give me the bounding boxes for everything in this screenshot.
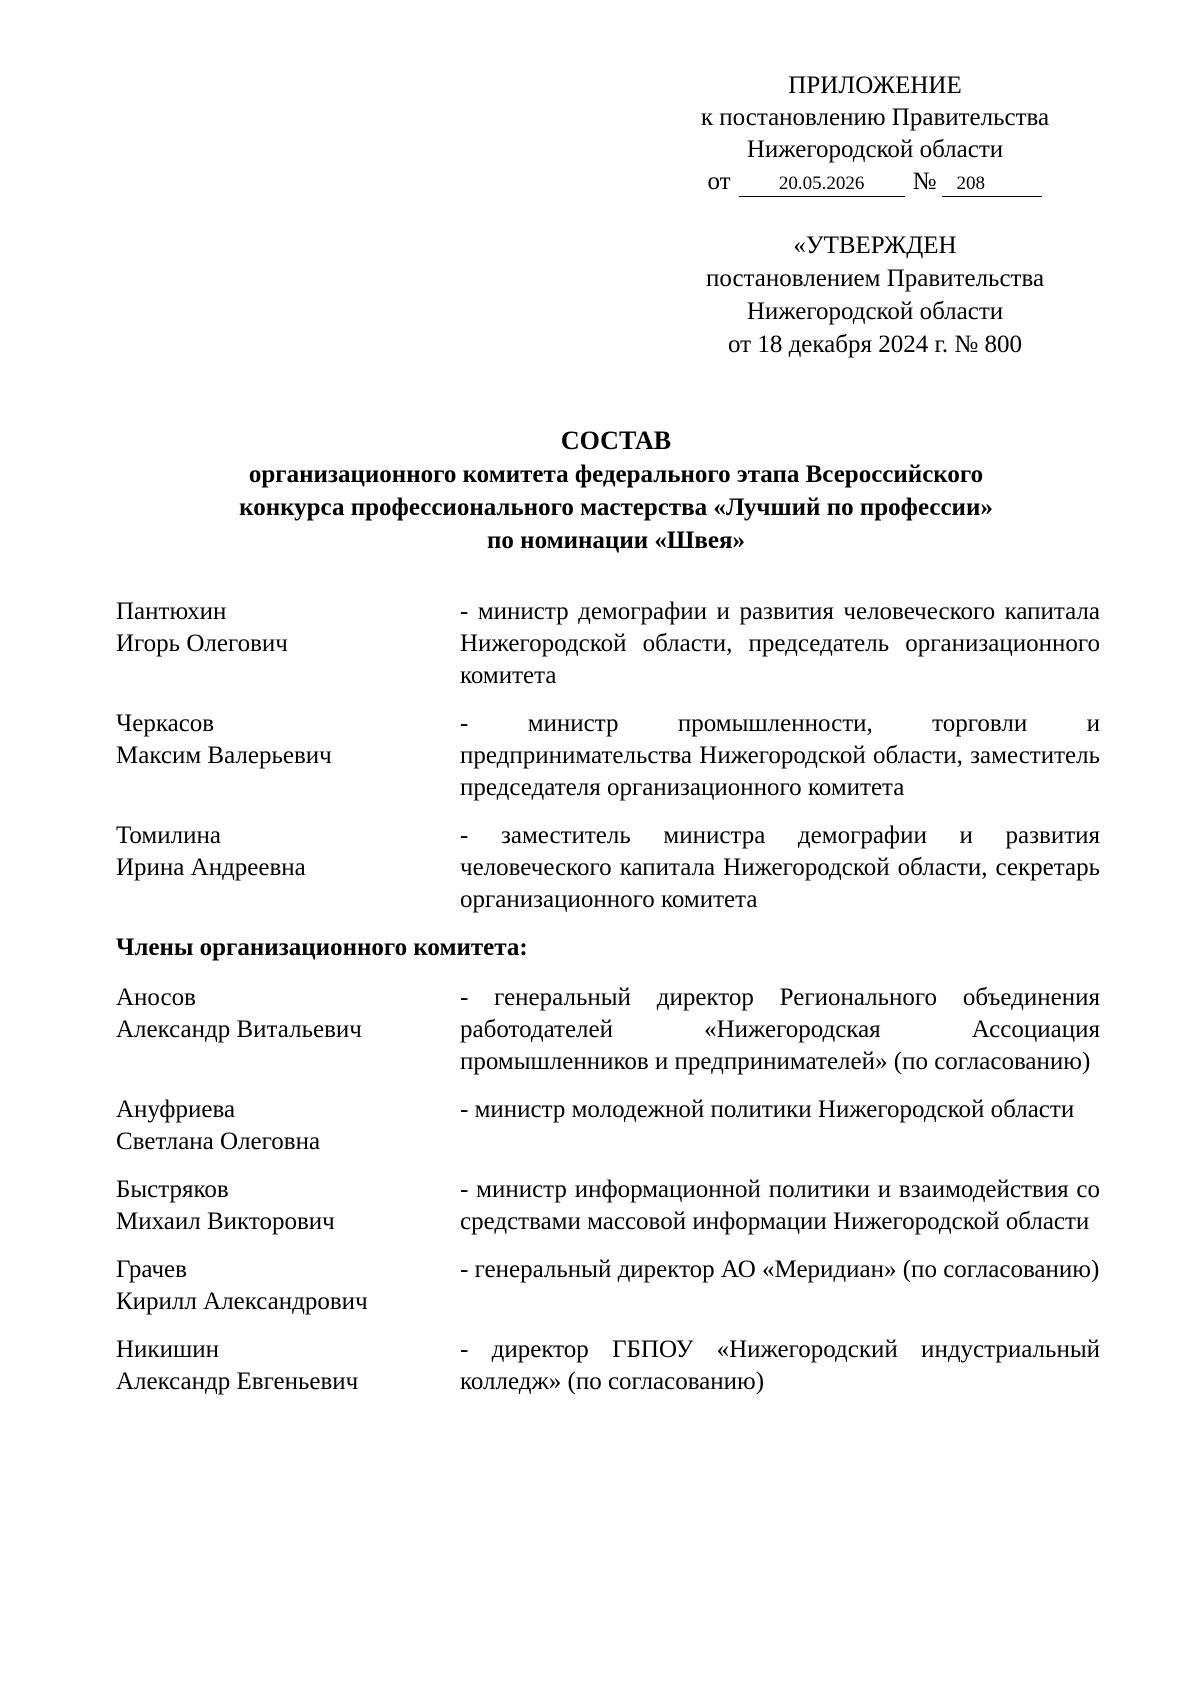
member-name: [116, 982, 460, 1078]
document-title: [116, 425, 1116, 558]
member-name: [116, 1174, 460, 1238]
member-surname: Быстряков: [116, 1176, 229, 1203]
appendix-header: [660, 70, 1090, 200]
member-name: [116, 1254, 460, 1318]
appendix-reference: [660, 166, 1090, 200]
member-given-name: Александр Витальевич: [116, 1016, 362, 1043]
member-given-name: Ирина Андреевна: [116, 854, 306, 881]
from-label: от: [707, 168, 731, 195]
member-role: - министр молодежной политики Нижегородской области: [460, 1096, 1075, 1123]
appendix-line-1: к постановлению Правительства: [700, 104, 1050, 131]
title-main: СОСТАВ: [560, 426, 672, 455]
decree-number: 208: [942, 172, 1042, 197]
approved-line-2: постановлением Правительства: [705, 265, 1045, 292]
member-role: - министр информационной политики и взаимодействия со средствами массовой информации Нижегородской области: [460, 1176, 1100, 1235]
title-line-2: конкурса профессионального мастерства «Лучший по профессии»: [239, 494, 993, 521]
member-surname: Ануфриева: [116, 1096, 236, 1123]
member-role: - министр промышленности, торговли и предпринимательства Нижегородской области, заместитель председателя организационного комитета: [460, 710, 1100, 801]
roster-row-member: [116, 982, 1100, 1078]
member-surname: Черкасов: [116, 710, 215, 737]
member-surname: Томилина: [116, 822, 221, 849]
approved-line-3: Нижегородской области: [746, 298, 1004, 325]
decree-date: 20.05.2026: [739, 172, 905, 197]
member-given-name: Михаил Викторович: [116, 1208, 335, 1235]
roster-row-chairman: [116, 596, 1100, 692]
member-role: - министр демографии и развития человеческого капитала Нижегородской области, председатель организационного комитета: [460, 598, 1100, 689]
approved-line-1: «УТВЕРЖДЕН: [793, 232, 957, 259]
members-heading: Члены организационного комитета:: [116, 934, 528, 961]
approved-block: [660, 230, 1090, 362]
roster-row-member: [116, 1094, 1100, 1158]
member-given-name: Кирилл Александрович: [116, 1288, 368, 1315]
title-line-3: по номинации «Швея»: [487, 527, 745, 554]
member-surname: Никишин: [116, 1336, 219, 1363]
member-role: - генеральный директор АО «Меридиан» (по согласованию): [460, 1256, 1100, 1283]
appendix-title: ПРИЛОЖЕНИЕ: [788, 72, 962, 99]
member-surname: Грачев: [116, 1256, 187, 1283]
member-given-name: Максим Валерьевич: [116, 742, 332, 769]
member-name: [116, 1094, 460, 1158]
roster-row-member: [116, 1254, 1100, 1318]
member-surname: Пантюхин: [116, 598, 227, 625]
member-name: [116, 1334, 460, 1398]
roster-row-secretary: [116, 820, 1100, 916]
number-label: №: [912, 168, 937, 195]
roster-row-deputy: [116, 708, 1100, 804]
appendix-line-2: Нижегородской области: [746, 136, 1004, 163]
member-surname: Аносов: [116, 984, 196, 1011]
member-name: [116, 708, 460, 804]
approved-line-4: от 18 декабря 2024 г. № 800: [727, 331, 1023, 358]
member-role: - директор ГБПОУ «Нижегородский индустриальный колледж» (по согласованию): [460, 1336, 1100, 1395]
committee-roster: [116, 596, 1100, 1414]
member-role: - генеральный директор Регионального объединения работодателей «Нижегородская Ассоциация промышленников и предпринимателей» (по согласованию): [460, 984, 1100, 1075]
roster-row-member: [116, 1174, 1100, 1238]
title-line-1: организационного комитета федерального этапа Всероссийского: [248, 461, 984, 488]
member-given-name: Александр Евгеньевич: [116, 1368, 359, 1395]
member-given-name: Игорь Олегович: [116, 630, 288, 657]
member-name: [116, 820, 460, 916]
roster-row-member: [116, 1334, 1100, 1398]
member-given-name: Светлана Олеговна: [116, 1128, 321, 1155]
member-role: - заместитель министра демографии и развития человеческого капитала Нижегородской области, секретарь организационного комитета: [460, 822, 1100, 913]
member-name: [116, 596, 460, 692]
